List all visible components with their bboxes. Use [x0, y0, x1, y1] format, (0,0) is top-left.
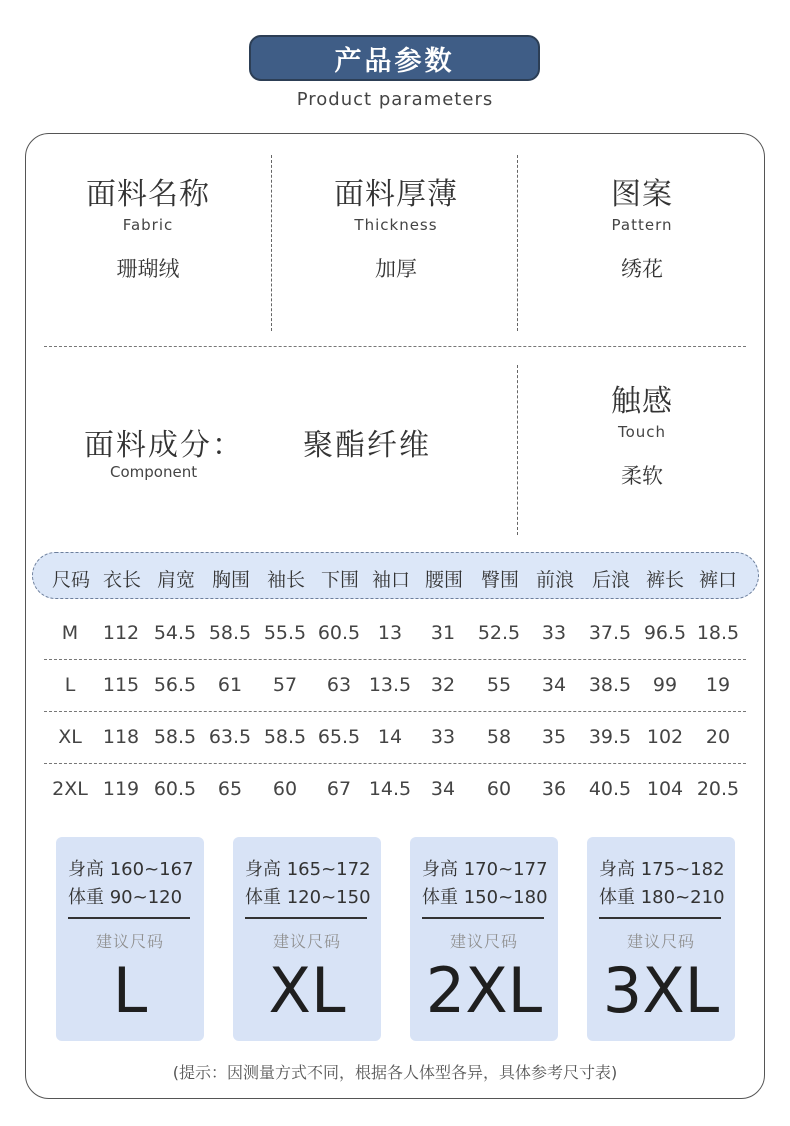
table-cell: 58.5 [208, 622, 252, 644]
table-cell: 115 [102, 674, 140, 696]
size-header-cell: 后浪 [591, 569, 631, 591]
table-cell: 20 [705, 726, 731, 748]
size-header-cell: 下围 [320, 569, 360, 591]
table-cell: 40.5 [588, 778, 632, 800]
table-cell: 57 [272, 674, 298, 696]
size-header-cell: 裤口 [698, 569, 738, 591]
param-thickness-label: 面料厚薄 [334, 177, 458, 212]
size-header-cell: 臀围 [480, 569, 520, 591]
divider [517, 365, 518, 535]
table-cell: 60.5 [153, 778, 197, 800]
rec-height: 身高 160~167 [68, 859, 194, 880]
size-header-cell: 肩宽 [156, 569, 196, 591]
table-cell: M [61, 622, 79, 644]
table-row [0, 674, 790, 704]
table-cell: 13 [377, 622, 403, 644]
divider [422, 917, 544, 919]
table-cell: 13.5 [368, 674, 412, 696]
param-fabric [48, 175, 248, 283]
divider [271, 155, 272, 331]
rec-size: 3XL [602, 954, 720, 1027]
param-component-label: 面料成分： [84, 428, 244, 463]
rec-size: 2XL [425, 954, 543, 1027]
rec-size: L [112, 954, 148, 1027]
rec-weight: 体重 150~180 [422, 887, 548, 908]
table-cell: 58.5 [153, 726, 197, 748]
table-cell: 34 [430, 778, 456, 800]
table-cell: 63 [326, 674, 352, 696]
table-cell: 61 [217, 674, 243, 696]
size-header-cell: 袖口 [371, 569, 411, 591]
table-cell: 104 [646, 778, 684, 800]
rec-label: 建议尺码 [272, 932, 341, 951]
page-title: 产品参数 [249, 35, 540, 81]
table-cell: 56.5 [153, 674, 197, 696]
table-cell: 20.5 [696, 778, 740, 800]
param-touch [542, 382, 742, 490]
table-cell: 33 [541, 622, 567, 644]
table-cell: 2XL [52, 778, 88, 800]
divider [44, 659, 746, 660]
table-cell: 14 [377, 726, 403, 748]
table-cell: 67 [326, 778, 352, 800]
rec-label: 建议尺码 [449, 932, 518, 951]
divider [599, 917, 721, 919]
rec-height: 身高 170~177 [422, 859, 548, 880]
table-row [0, 622, 790, 652]
table-cell: 102 [646, 726, 684, 748]
table-cell: 34 [541, 674, 567, 696]
divider [517, 155, 518, 331]
param-touch-value: 柔软 [621, 464, 663, 488]
param-component-value: 聚酯纤维 [303, 428, 431, 463]
table-cell: 52.5 [477, 622, 521, 644]
param-pattern-en: Pattern [611, 216, 673, 234]
table-cell: 99 [652, 674, 678, 696]
param-pattern-label: 图案 [611, 177, 673, 212]
table-cell: 65.5 [317, 726, 361, 748]
size-recommendation-card [233, 837, 381, 1041]
page-subtitle: Product parameters [296, 89, 494, 110]
param-touch-label: 触感 [611, 384, 673, 419]
param-fabric-label: 面料名称 [86, 177, 210, 212]
footnote: (提示：因测量方式不同，根据各人体型各异，具体参考尺寸表) [172, 1063, 618, 1082]
table-cell: 19 [705, 674, 731, 696]
table-cell: 31 [430, 622, 456, 644]
table-cell: 18.5 [696, 622, 740, 644]
size-recommendation-card [410, 837, 558, 1041]
rec-label: 建议尺码 [626, 932, 695, 951]
param-fabric-value: 珊瑚绒 [116, 257, 180, 281]
param-fabric-en: Fabric [122, 216, 174, 234]
size-header-cell: 胸围 [211, 569, 251, 591]
table-cell: 60.5 [317, 622, 361, 644]
size-header-cell: 腰围 [424, 569, 464, 591]
table-cell: 55.5 [263, 622, 307, 644]
table-cell: 58.5 [263, 726, 307, 748]
table-cell: 96.5 [643, 622, 687, 644]
table-cell: L [64, 674, 76, 696]
table-cell: XL [58, 726, 82, 748]
table-cell: 54.5 [153, 622, 197, 644]
param-pattern [542, 175, 742, 283]
table-cell: 112 [102, 622, 140, 644]
size-recommendation-card [56, 837, 204, 1041]
param-pattern-value: 绣花 [621, 257, 663, 281]
rec-weight: 体重 90~120 [68, 887, 183, 908]
size-table-header [32, 552, 759, 599]
divider [44, 711, 746, 712]
size-recommendation-card [587, 837, 735, 1041]
table-cell: 60 [486, 778, 512, 800]
table-cell: 119 [102, 778, 140, 800]
table-row [0, 726, 790, 756]
table-cell: 58 [486, 726, 512, 748]
table-cell: 60 [272, 778, 298, 800]
param-touch-en: Touch [617, 423, 667, 441]
divider [44, 346, 746, 347]
table-cell: 63.5 [208, 726, 252, 748]
rec-weight: 体重 120~150 [245, 887, 371, 908]
table-cell: 39.5 [588, 726, 632, 748]
divider [68, 917, 190, 919]
table-cell: 37.5 [588, 622, 632, 644]
table-cell: 55 [486, 674, 512, 696]
table-cell: 14.5 [368, 778, 412, 800]
param-component-en: Component [110, 463, 198, 481]
param-thickness-en: Thickness [354, 216, 438, 234]
rec-height: 身高 175~182 [599, 859, 725, 880]
table-row [0, 778, 790, 808]
rec-height: 身高 165~172 [245, 859, 371, 880]
divider [245, 917, 367, 919]
table-cell: 36 [541, 778, 567, 800]
table-cell: 38.5 [588, 674, 632, 696]
size-header-cell: 袖长 [266, 569, 306, 591]
table-cell: 35 [541, 726, 567, 748]
size-header-cell: 衣长 [102, 569, 142, 591]
size-header-cell: 前浪 [535, 569, 575, 591]
table-cell: 118 [102, 726, 140, 748]
size-header-cell: 尺码 [51, 569, 91, 591]
param-thickness [296, 175, 496, 283]
rec-weight: 体重 180~210 [599, 887, 725, 908]
rec-size: XL [268, 954, 346, 1027]
table-cell: 33 [430, 726, 456, 748]
param-thickness-value: 加厚 [375, 257, 417, 281]
divider [44, 763, 746, 764]
table-cell: 32 [430, 674, 456, 696]
size-header-cell: 裤长 [645, 569, 685, 591]
rec-label: 建议尺码 [95, 932, 164, 951]
table-cell: 65 [217, 778, 243, 800]
